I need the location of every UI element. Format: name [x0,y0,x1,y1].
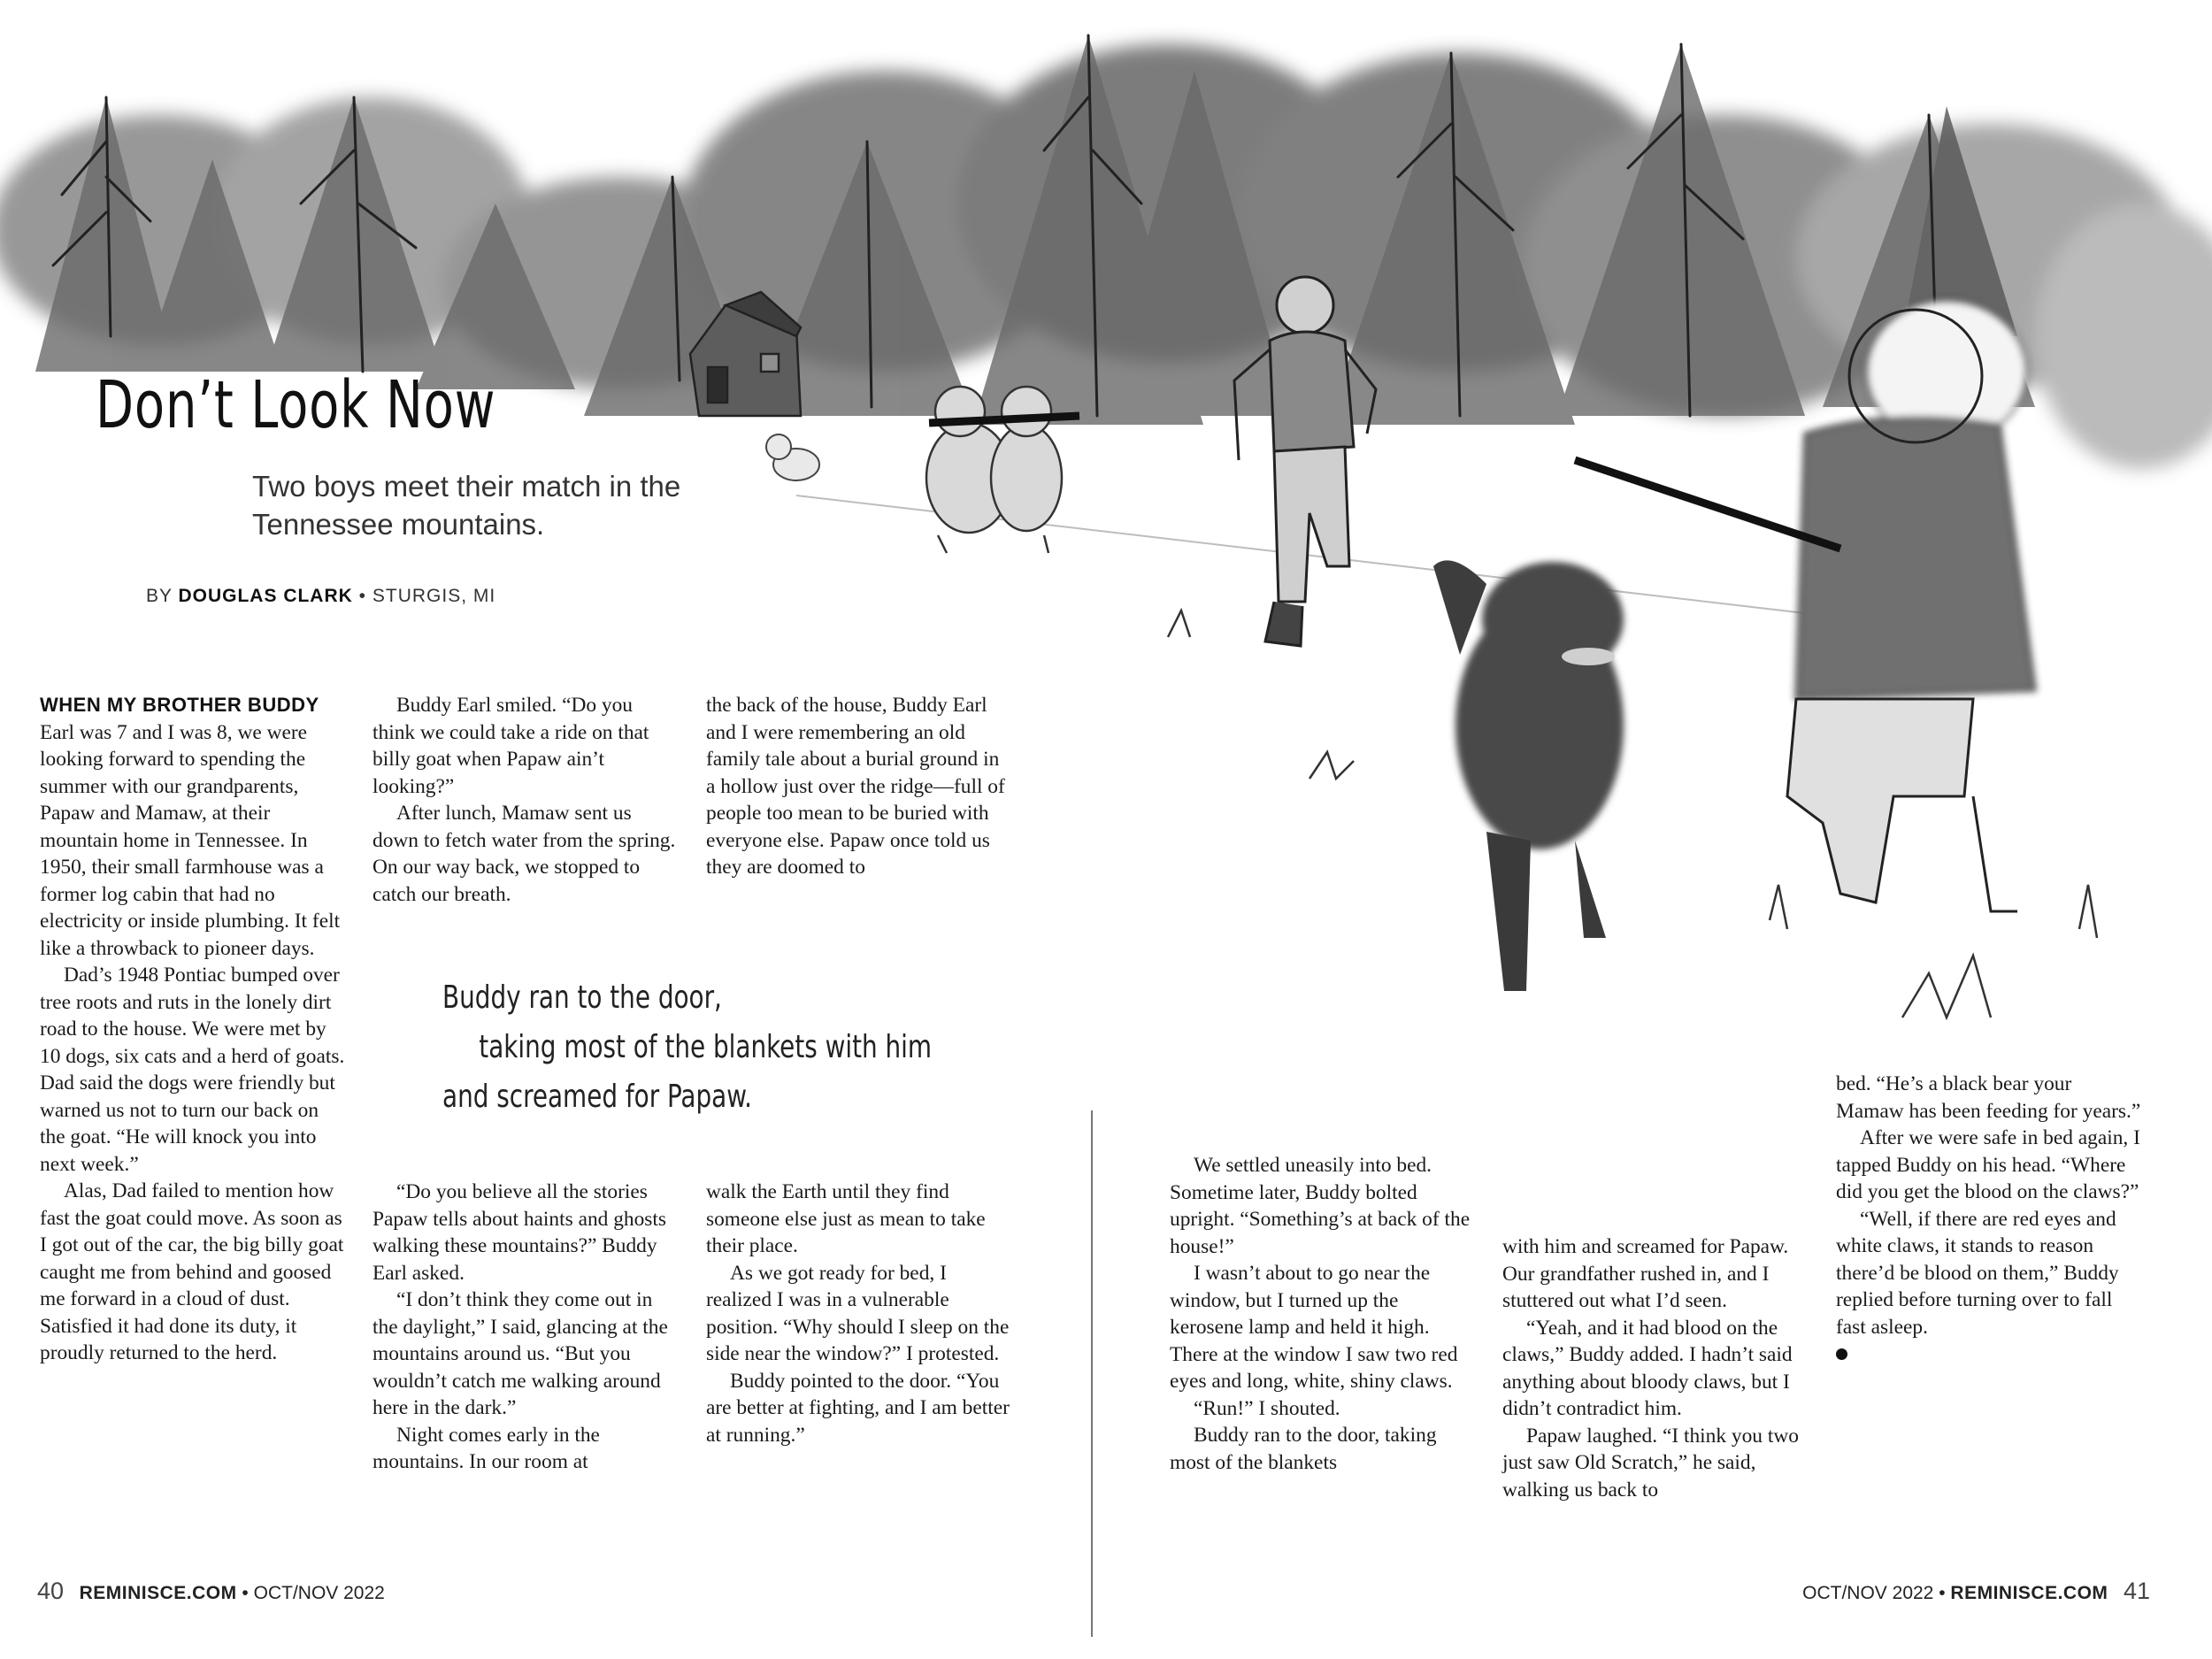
page-gutter-divider [1091,1110,1093,1637]
page-number: 40 [37,1578,65,1604]
issue-date: OCT/NOV 2022 [253,1583,385,1603]
paragraph: “Do you believe all the stories Papaw tells about haints and ghosts walking these mountains?” Buddy Earl asked. [373,1180,666,1285]
paragraph: “Well, if there are red eyes and white claws, it stands to reason there’d be blood on them,” Buddy replied before turning over to fall fast asleep. [1836,1207,2119,1339]
lead-in: WHEN MY BROTHER BUDDY [40,694,319,716]
paragraph: Buddy Earl smiled. “Do you think we could take a ride on that billy goat when Papaw ain’t looking?” [373,694,649,798]
paragraph: Papaw laughed. “I think you two just saw Old Scratch,” he said, walking us back to [1502,1424,1799,1502]
column-3-bottom [706,1179,1011,1448]
folio-separator: • [242,1583,249,1603]
article-title: Don’t Look Now [96,367,496,443]
paragraph: Buddy pointed to the door. “You are better at fighting, and I am better at running.” [706,1369,1010,1447]
paragraph: walk the Earth until they find someone else just as mean to take their place. [706,1180,986,1257]
site-name: REMINISCE.COM [79,1583,237,1603]
column-4 [1170,1152,1475,1476]
paragraph: “I don’t think they come out in the daylight,” I said, glancing at the mountains around us. “But you wouldn’t catch me walking around here in the dark.” [373,1288,668,1419]
pull-quote-line: Buddy ran to the door, [442,979,722,1016]
paragraph: As we got ready for bed, I realized I was in a vulnerable position. “Why should I sleep on the side near the window?” I protested. [706,1261,1010,1365]
left-folio [37,1578,385,1605]
pull-quote-line: taking most of the blankets with him [479,1029,933,1065]
paragraph: After lunch, Mamaw sent us down to fetch water from the spring. On our way back, we stopped to catch our breath. [373,802,676,906]
end-mark-icon [1836,1348,1847,1360]
paragraph: Alas, Dad failed to mention how fast the goat could move. As soon as I got out of the car, the big billy goat caught me from behind and goosed me forward in a cloud of dust. Satisfied it had done its duty, it proudly returned to the herd. [40,1179,344,1364]
column-6 [1836,1071,2141,1368]
byline [146,586,495,607]
article-subtitle: Two boys meet their match in the Tennessee mountains. [252,470,681,541]
paragraph: bed. “He’s a black bear your Mamaw has been feeding for years.” [1836,1072,2141,1123]
paragraph: After we were safe in bed again, I tapped Buddy on his head. “Where did you get the blood on the claws?” [1836,1126,2140,1203]
paragraph: We settled uneasily into bed. Sometime later, Buddy bolted upright. “Something’s at back of the house!” [1170,1154,1471,1258]
site-name: REMINISCE.COM [1950,1583,2108,1603]
paragraph: Dad’s 1948 Pontiac bumped over tree roots and ruts in the lonely dirt road to the house. We were met by 10 dogs, six cats and a herd of goats. Dad said the dogs were friendly but warned us not to turn our back on the goat. “He will knock you into next week.” [40,964,345,1176]
paragraph: Night comes early in the mountains. In our room at [373,1423,600,1473]
paragraph: “Yeah, and it had blood on the claws,” Buddy added. I hadn’t said anything about bloody claws, but I didn’t contradict him. [1502,1316,1793,1420]
byline-prefix: BY [146,586,173,606]
pull-quote-line: and screamed for Papaw. [442,1079,752,1115]
author-location: STURGIS, MI [372,586,496,606]
paragraph: Buddy ran to the door, taking most of the blankets [1170,1424,1437,1474]
paragraph: I wasn’t about to go near the window, but I turned up the kerosene lamp and held it high. There at the window I saw two red eyes and long, white, shiny claws. [1170,1262,1458,1393]
byline-separator: • [358,586,367,606]
paragraph: with him and screamed for Papaw. Our grandfather rushed in, and I stuttered out what I’d seen. [1502,1235,1789,1312]
author-name: DOUGLAS CLARK [178,586,353,606]
folio-separator: • [1939,1583,1946,1603]
paragraph: the back of the house, Buddy Earl and I were remembering an old family tale about a burial ground in a hollow just over the ridge—full of people too mean to be buried with everyone else. Papaw once told us they are doomed to [706,694,1005,879]
paragraph: Earl was 7 and I was 8, we were looking forward to spending the summer with our grandparents, Papaw and Mamaw, at their mountain home in Tennessee. In 1950, their small farmhouse was a former log cabin that had no electricity or inside plumbing. It felt like a throwback to pioneer days. [40,720,341,960]
paragraph: “Run!” I shouted. [1194,1396,1340,1420]
column-1 [40,692,345,1367]
right-folio [1802,1578,2150,1605]
page-number: 41 [2123,1578,2150,1604]
column-3-top [706,692,1011,881]
column-5 [1502,1233,1808,1503]
pull-quote [442,973,933,1122]
column-2-top [373,692,678,908]
issue-date: OCT/NOV 2022 [1802,1583,1934,1603]
column-2-bottom [373,1179,678,1476]
